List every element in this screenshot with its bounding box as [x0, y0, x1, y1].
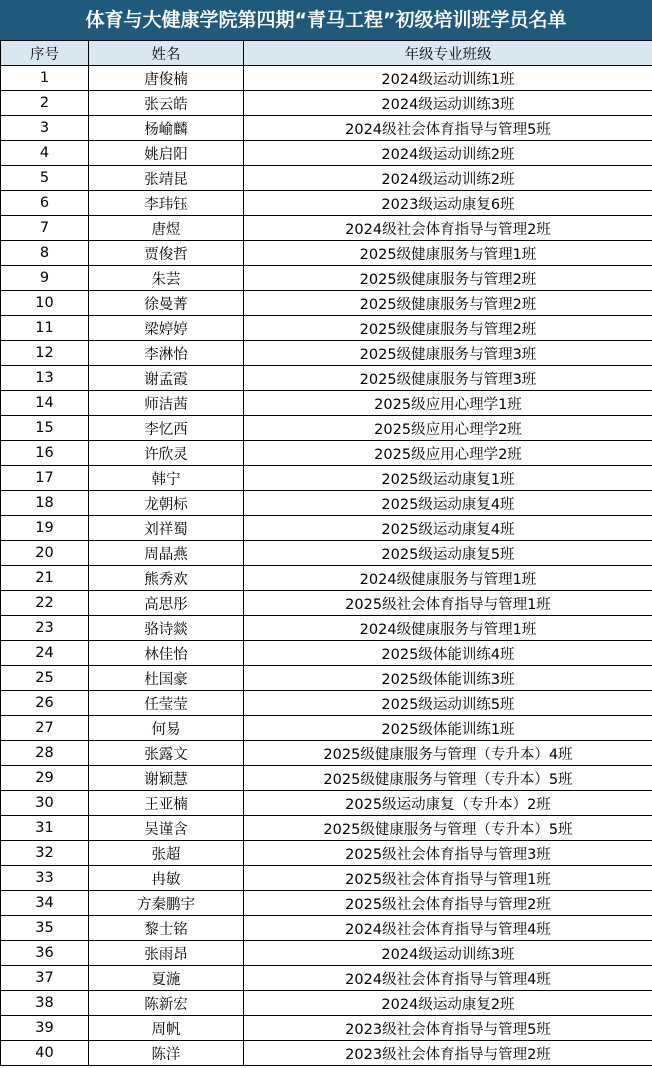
table-row — [1, 666, 652, 691]
table-row — [1, 691, 652, 716]
table-row — [1, 741, 652, 766]
table-row — [1, 1016, 652, 1041]
cell-name: 周晶燕 — [89, 541, 244, 566]
cell-name: 张靖昆 — [89, 166, 244, 191]
cell-name: 唐俊楠 — [89, 66, 244, 91]
cell-class: 2025级健康服务与管理2班 — [244, 316, 652, 341]
header-name: 姓名 — [89, 41, 244, 66]
cell-number: 8 — [1, 241, 89, 266]
table-row — [1, 341, 652, 366]
table-row — [1, 216, 652, 241]
cell-name: 任莹莹 — [89, 691, 244, 716]
table-row — [1, 366, 652, 391]
cell-class: 2025级体能训练3班 — [244, 666, 652, 691]
cell-number: 15 — [1, 416, 89, 441]
cell-class: 2025级健康服务与管理（专升本）4班 — [244, 741, 652, 766]
cell-class: 2025级运动康复4班 — [244, 491, 652, 516]
cell-class: 2025级健康服务与管理1班 — [244, 241, 652, 266]
table-row — [1, 441, 652, 466]
cell-number: 1 — [1, 66, 89, 91]
cell-name: 陈洋 — [89, 1041, 244, 1066]
table-row — [1, 766, 652, 791]
table-row — [1, 316, 652, 341]
cell-class: 2024级健康服务与管理1班 — [244, 566, 652, 591]
cell-class: 2024级运动训练2班 — [244, 166, 652, 191]
table-row — [1, 866, 652, 891]
cell-class: 2024级运动训练2班 — [244, 141, 652, 166]
cell-name: 谢孟霞 — [89, 366, 244, 391]
table-row — [1, 641, 652, 666]
cell-class: 2025级应用心理学2班 — [244, 441, 652, 466]
table-row — [1, 66, 652, 91]
cell-number: 3 — [1, 116, 89, 141]
cell-name: 唐煜 — [89, 216, 244, 241]
cell-name: 方秦鹏宇 — [89, 891, 244, 916]
table-row — [1, 816, 652, 841]
cell-number: 16 — [1, 441, 89, 466]
cell-number: 14 — [1, 391, 89, 416]
header-row — [1, 41, 652, 66]
table-row — [1, 716, 652, 741]
cell-number: 23 — [1, 616, 89, 641]
table-row — [1, 241, 652, 266]
cell-name: 李玮钰 — [89, 191, 244, 216]
table-row — [1, 166, 652, 191]
cell-number: 10 — [1, 291, 89, 316]
cell-number: 9 — [1, 266, 89, 291]
cell-number: 4 — [1, 141, 89, 166]
table-row — [1, 941, 652, 966]
cell-number: 12 — [1, 341, 89, 366]
cell-name: 熊秀欢 — [89, 566, 244, 591]
cell-number: 22 — [1, 591, 89, 616]
table-row — [1, 416, 652, 441]
table-row — [1, 916, 652, 941]
cell-class: 2023级运动康复6班 — [244, 191, 652, 216]
cell-number: 20 — [1, 541, 89, 566]
table-row — [1, 591, 652, 616]
cell-class: 2024级运动训练3班 — [244, 941, 652, 966]
table-header — [1, 41, 652, 66]
table-row — [1, 891, 652, 916]
cell-class: 2024级健康服务与管理1班 — [244, 616, 652, 641]
cell-name: 何易 — [89, 716, 244, 741]
cell-class: 2025级社会体育指导与管理2班 — [244, 891, 652, 916]
cell-number: 26 — [1, 691, 89, 716]
cell-class: 2025级健康服务与管理2班 — [244, 291, 652, 316]
cell-class: 2023级社会体育指导与管理2班 — [244, 1041, 652, 1066]
cell-class: 2025级健康服务与管理（专升本）5班 — [244, 766, 652, 791]
cell-class: 2023级社会体育指导与管理5班 — [244, 1016, 652, 1041]
cell-number: 19 — [1, 516, 89, 541]
cell-number: 33 — [1, 866, 89, 891]
cell-name: 张超 — [89, 841, 244, 866]
cell-name: 杨崳麟 — [89, 116, 244, 141]
header-number: 序号 — [1, 41, 89, 66]
cell-name: 杜国豪 — [89, 666, 244, 691]
cell-name: 刘祥蜀 — [89, 516, 244, 541]
cell-name: 李淋怡 — [89, 341, 244, 366]
cell-number: 13 — [1, 366, 89, 391]
cell-number: 40 — [1, 1041, 89, 1066]
cell-name: 许欣灵 — [89, 441, 244, 466]
cell-name: 谢颖慧 — [89, 766, 244, 791]
cell-class: 2025级运动康复4班 — [244, 516, 652, 541]
cell-number: 31 — [1, 816, 89, 841]
table-row — [1, 266, 652, 291]
cell-number: 38 — [1, 991, 89, 1016]
table-row — [1, 291, 652, 316]
cell-class: 2025级健康服务与管理2班 — [244, 266, 652, 291]
cell-name: 夏湤 — [89, 966, 244, 991]
cell-class: 2025级运动康复（专升本）2班 — [244, 791, 652, 816]
cell-class: 2025级应用心理学2班 — [244, 416, 652, 441]
table-row — [1, 116, 652, 141]
cell-number: 37 — [1, 966, 89, 991]
table-row — [1, 1041, 652, 1066]
cell-class: 2025级社会体育指导与管理1班 — [244, 591, 652, 616]
cell-name: 高思彤 — [89, 591, 244, 616]
cell-class: 2025级运动康复1班 — [244, 466, 652, 491]
header-class: 年级专业班级 — [244, 41, 652, 66]
cell-number: 7 — [1, 216, 89, 241]
table-row — [1, 466, 652, 491]
cell-class: 2025级运动训练5班 — [244, 691, 652, 716]
cell-class: 2024级运动训练3班 — [244, 91, 652, 116]
table-row — [1, 566, 652, 591]
cell-number: 29 — [1, 766, 89, 791]
cell-number: 34 — [1, 891, 89, 916]
cell-class: 2025级运动康复5班 — [244, 541, 652, 566]
sheet-title: 体育与大健康学院第四期“青马工程”初级培训班学员名单 — [0, 0, 652, 40]
cell-name: 张云皓 — [89, 91, 244, 116]
cell-class: 2025级社会体育指导与管理1班 — [244, 866, 652, 891]
cell-name: 师洁茜 — [89, 391, 244, 416]
cell-number: 28 — [1, 741, 89, 766]
cell-number: 25 — [1, 666, 89, 691]
cell-name: 黎士铭 — [89, 916, 244, 941]
cell-name: 朱芸 — [89, 266, 244, 291]
table-row — [1, 841, 652, 866]
table-row — [1, 141, 652, 166]
cell-name: 徐曼菁 — [89, 291, 244, 316]
cell-class: 2025级体能训练4班 — [244, 641, 652, 666]
cell-name: 林佳怡 — [89, 641, 244, 666]
cell-name: 龙朝标 — [89, 491, 244, 516]
cell-name: 李忆西 — [89, 416, 244, 441]
cell-number: 5 — [1, 166, 89, 191]
cell-name: 张露文 — [89, 741, 244, 766]
cell-class: 2024级社会体育指导与管理2班 — [244, 216, 652, 241]
table-row — [1, 966, 652, 991]
cell-name: 王亚楠 — [89, 791, 244, 816]
table-row — [1, 516, 652, 541]
cell-number: 36 — [1, 941, 89, 966]
cell-name: 贾俊哲 — [89, 241, 244, 266]
cell-number: 24 — [1, 641, 89, 666]
cell-number: 27 — [1, 716, 89, 741]
table-row — [1, 991, 652, 1016]
cell-class: 2025级健康服务与管理3班 — [244, 341, 652, 366]
cell-class: 2025级健康服务与管理3班 — [244, 366, 652, 391]
cell-class: 2024级运动训练1班 — [244, 66, 652, 91]
cell-name: 姚启阳 — [89, 141, 244, 166]
table-body — [1, 66, 652, 1066]
cell-number: 18 — [1, 491, 89, 516]
cell-number: 2 — [1, 91, 89, 116]
cell-number: 32 — [1, 841, 89, 866]
cell-name: 吴谨含 — [89, 816, 244, 841]
cell-name: 梁婷婷 — [89, 316, 244, 341]
table-row — [1, 616, 652, 641]
roster-table — [0, 40, 652, 1066]
cell-name: 骆诗燚 — [89, 616, 244, 641]
cell-class: 2024级社会体育指导与管理4班 — [244, 966, 652, 991]
cell-class: 2024级运动康复2班 — [244, 991, 652, 1016]
cell-class: 2025级健康服务与管理（专升本）5班 — [244, 816, 652, 841]
cell-number: 21 — [1, 566, 89, 591]
cell-number: 30 — [1, 791, 89, 816]
cell-class: 2024级社会体育指导与管理5班 — [244, 116, 652, 141]
cell-number: 35 — [1, 916, 89, 941]
cell-name: 韩宁 — [89, 466, 244, 491]
table-row — [1, 541, 652, 566]
cell-number: 39 — [1, 1016, 89, 1041]
cell-number: 17 — [1, 466, 89, 491]
table-row — [1, 91, 652, 116]
cell-class: 2025级社会体育指导与管理3班 — [244, 841, 652, 866]
cell-class: 2025级体能训练1班 — [244, 716, 652, 741]
cell-number: 6 — [1, 191, 89, 216]
cell-name: 陈新宏 — [89, 991, 244, 1016]
cell-name: 冉敏 — [89, 866, 244, 891]
table-row — [1, 791, 652, 816]
cell-number: 11 — [1, 316, 89, 341]
cell-name: 周帆 — [89, 1016, 244, 1041]
cell-class: 2025级应用心理学1班 — [244, 391, 652, 416]
table-row — [1, 391, 652, 416]
cell-class: 2024级社会体育指导与管理4班 — [244, 916, 652, 941]
table-row — [1, 491, 652, 516]
table-row — [1, 191, 652, 216]
cell-name: 张雨昂 — [89, 941, 244, 966]
